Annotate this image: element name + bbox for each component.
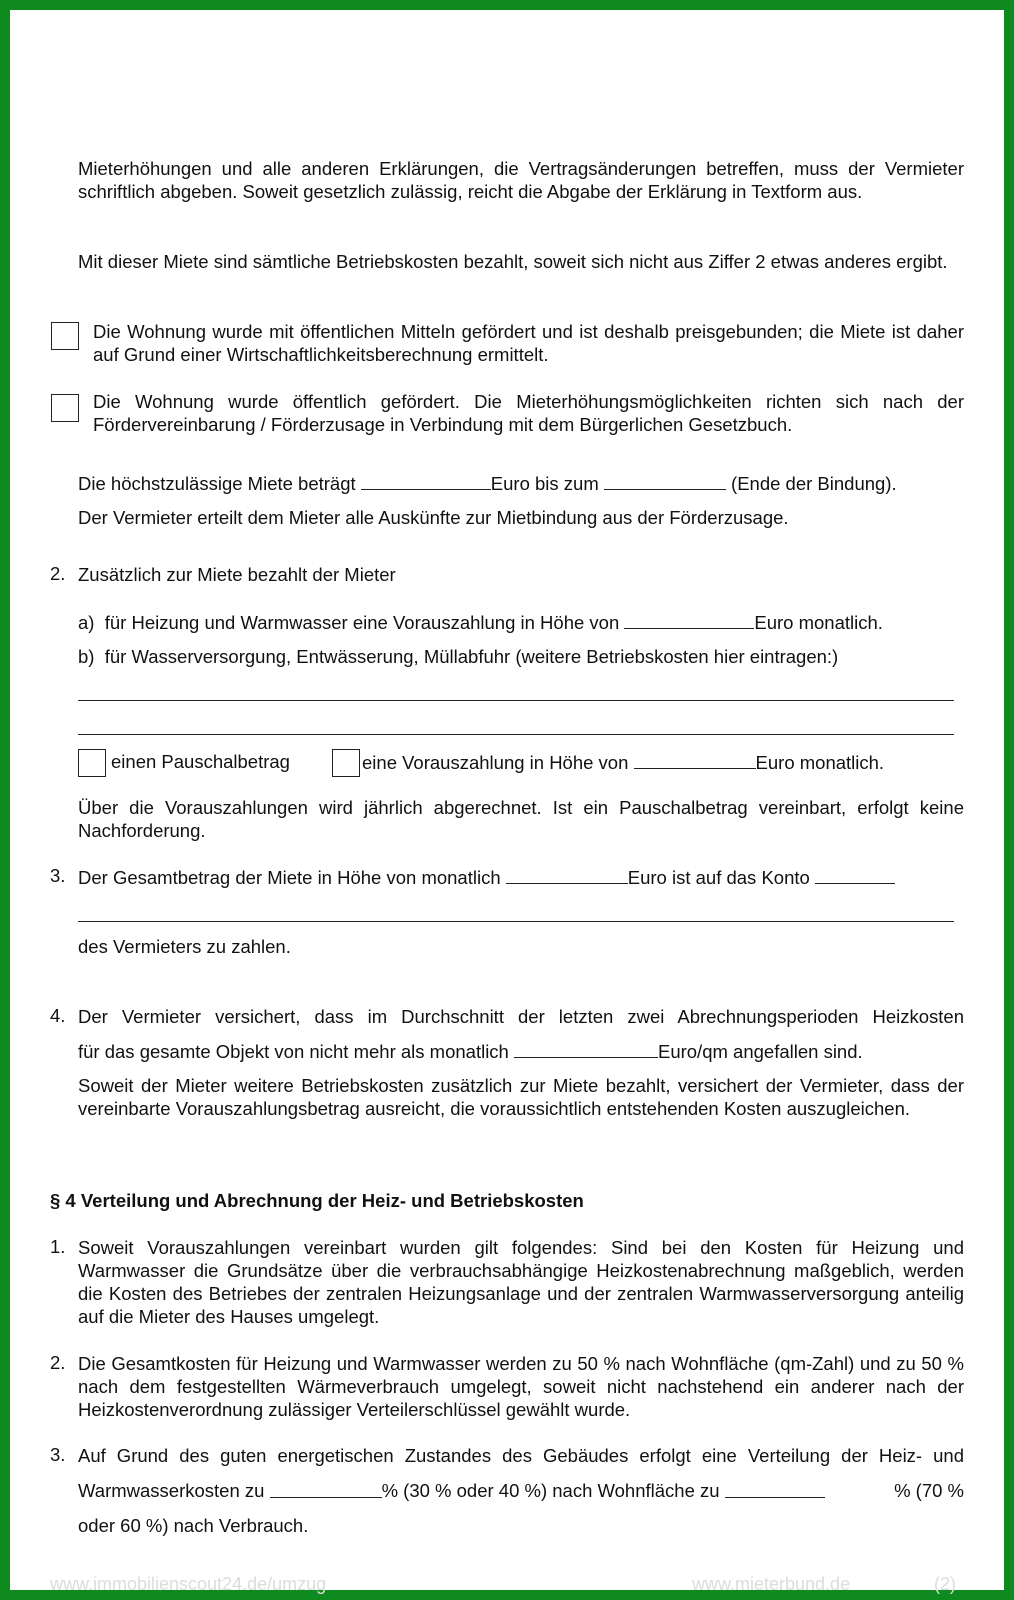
account-field[interactable]	[815, 865, 895, 884]
max-rent-label: Die höchstzulässige Miete beträgt	[78, 473, 356, 494]
max-rent-amount-field[interactable]	[361, 471, 491, 490]
total-rent-field[interactable]	[506, 865, 628, 884]
item2a-line	[78, 610, 883, 634]
item4-line2	[78, 1039, 863, 1063]
binding-end-label: (Ende der Bindung).	[731, 473, 897, 494]
prepayment-suffix: Euro monatlich.	[755, 752, 885, 773]
option2-checkbox[interactable]	[51, 394, 79, 422]
s4-item1-number: 1.	[50, 1236, 66, 1257]
item2b-text: für Wasserversorgung, Entwässerung, Müllabfuhr (weitere Betriebskosten hier eintragen:)	[104, 646, 839, 667]
item2a-text: für Heizung und Warmwasser eine Vorauszahlung in Höhe von	[104, 612, 620, 633]
flat-rate-checkbox[interactable]	[78, 749, 106, 777]
s4-item1-text: Soweit Vorauszahlungen vereinbart wurden gilt folgendes: Sind bei den Kosten für Heizung und Warmwasser die Grundsätze über die verbrauchsabhängige Heizkostenabrechnung maßgeblich, werden die Kosten des Betriebes der zentralen Heizungsanlage und der zentralen Warmwasserversorgung anteilig auf die Mieter des Hauses umgelegt.	[78, 1237, 964, 1327]
max-rent-line	[78, 471, 897, 495]
s4-item3-line2	[78, 1479, 964, 1502]
item3-end: des Vermieters zu zahlen.	[78, 936, 291, 957]
other-costs-line-1[interactable]	[78, 700, 954, 701]
prepayment-amount-field[interactable]	[634, 750, 756, 769]
item3-number: 3.	[50, 865, 66, 886]
settlement-note: Über die Vorauszahlungen wird jährlich abgerechnet. Ist ein Pauschalbetrag vereinbart, erfolgt keine Nachforderung.	[78, 797, 964, 841]
item2a-label: a)	[78, 612, 95, 633]
item4-number: 4.	[50, 1005, 66, 1026]
footer-page-number: (2)	[934, 1574, 956, 1594]
item4-paragraph: Soweit der Mieter weitere Betriebskosten zusätzlich zur Miete bezahlt, versichert der Vermieter, dass der vereinbarte Vorauszahlungsbetrag ausreicht, die voraussichtlich entstehenden Kosten auszugleichen.	[78, 1075, 964, 1119]
item2a-suffix: Euro monatlich.	[754, 612, 883, 633]
warmwater-label: Warmwasserkosten zu	[78, 1480, 265, 1501]
other-costs-line-2[interactable]	[78, 734, 954, 735]
paragraph-operating-costs: Mit dieser Miete sind sämtliche Betriebskosten bezahlt, soweit sich nicht aus Ziffer 2 etwas anderes ergibt.	[78, 251, 948, 272]
account-label: Euro ist auf das Konto	[627, 867, 810, 888]
item2-number: 2.	[50, 563, 66, 584]
paragraph-written-form: Mieterhöhungen und alle anderen Erklärungen, die Vertragsänderungen betreffen, muss der Vermieter schriftlich abgeben. Soweit gesetzlich zulässig, reicht die Abgabe der Erklärung in Textform aus.	[78, 158, 964, 202]
prepayment-label: eine Vorauszahlung in Höhe von	[362, 752, 629, 773]
max-rent-until-label: Euro bis zum	[490, 473, 599, 494]
total-rent-label: Der Gesamtbetrag der Miete in Höhe von monatlich	[78, 867, 501, 888]
footer-right-url: www.mieterbund.de	[692, 1574, 851, 1594]
consumption-label: % (70 %	[894, 1480, 964, 1501]
s4-item2-text: Die Gesamtkosten für Heizung und Warmwasser werden zu 50 % nach Wohnfläche (qm-Zahl) und zu 50 % nach dem festgestellten Wärmeverbrauch umgelegt, soweit nicht nachstehend ein anderer nach der Heizkostenverordnung zulässiger Verteilerschlüssel gewählt wurde.	[78, 1353, 964, 1420]
footer-left-url: www.immobilienscout24.de/umzug	[50, 1574, 327, 1594]
living-area-label: % (30 % oder 40 %) nach Wohnfläche zu	[381, 1480, 720, 1501]
living-area-percent-field[interactable]	[270, 1479, 382, 1498]
item2b-label: b)	[78, 646, 95, 667]
info-line: Der Vermieter erteilt dem Mieter alle Auskünfte zur Mietbindung aus der Förderzusage.	[78, 507, 789, 528]
binding-end-date-field[interactable]	[604, 471, 726, 490]
option1-text: Die Wohnung wurde mit öffentlichen Mitteln gefördert und ist deshalb preisgebunden; die Miete ist daher auf Grund einer Wirtschaftlichkeitsberechnung ermittelt.	[93, 321, 964, 365]
prepayment-checkbox[interactable]	[332, 749, 360, 777]
heating-cost-label: für das gesamte Objekt von nicht mehr als monatlich	[78, 1041, 509, 1062]
heating-cost-field[interactable]	[514, 1039, 658, 1058]
s4-item3-line1: Auf Grund des guten energetischen Zustandes des Gebäudes erfolgt eine Verteilung der Heiz- und	[78, 1445, 964, 1466]
item2-title: Zusätzlich zur Miete bezahlt der Mieter	[78, 564, 396, 585]
option2-text: Die Wohnung wurde öffentlich gefördert. Die Mieterhöhungsmöglichkeiten richten sich nach der Fördervereinbarung / Förderzusage in Verbindung mit dem Bürgerlichen Gesetzbuch.	[93, 391, 964, 435]
s4-item3-number: 3.	[50, 1444, 66, 1465]
option1-checkbox[interactable]	[51, 322, 79, 350]
heating-cost-suffix: Euro/qm angefallen sind.	[657, 1041, 863, 1062]
prepayment-line	[362, 750, 884, 774]
item4-line1: Der Vermieter versichert, dass im Durchschnitt der letzten zwei Abrechnungsperioden Heizkosten	[78, 1006, 964, 1027]
item2b-line	[78, 645, 838, 668]
item3-line	[78, 865, 895, 889]
section4-heading: § 4 Verteilung und Abrechnung der Heiz- und Betriebskosten	[50, 1190, 584, 1211]
heating-prepayment-field[interactable]	[624, 610, 754, 629]
s4-item2-number: 2.	[50, 1352, 66, 1373]
s4-item3-line3: oder 60 %) nach Verbrauch.	[78, 1515, 309, 1536]
consumption-percent-field[interactable]	[725, 1479, 825, 1498]
flat-rate-label: einen Pauschalbetrag	[111, 751, 290, 772]
account-line[interactable]	[78, 921, 954, 922]
